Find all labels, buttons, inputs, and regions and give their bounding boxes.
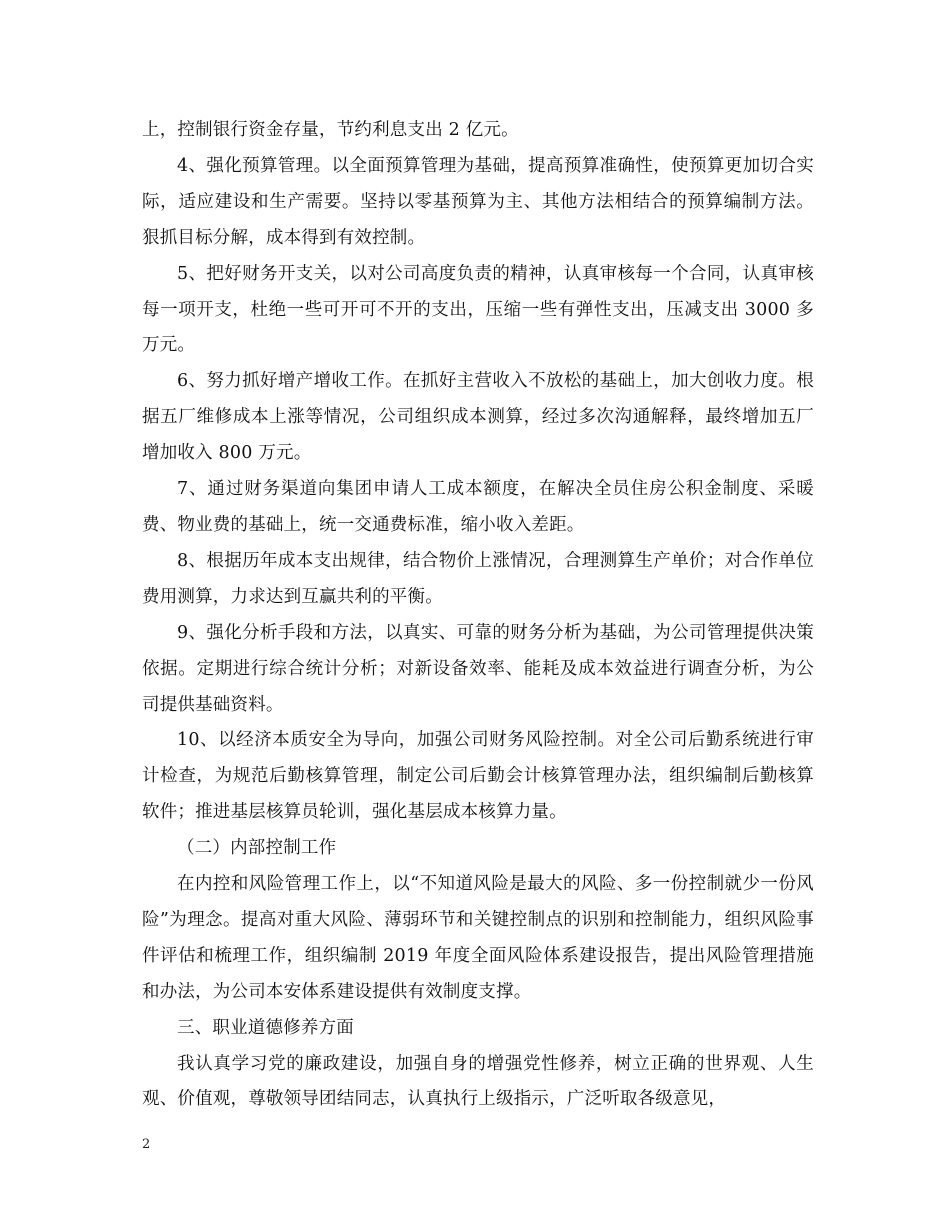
paragraph-item-9: 9、强化分析手段和方法，以真实、可靠的财务分析为基础，为公司管理提供决策依据。定期进行综合统计分析；对新设备效率、能耗及成本效益进行调查分析，为公司提供基础资料。 xyxy=(142,622,814,715)
paragraph-item-7: 7、通过财务渠道向集团申请人工成本额度，在解决全员住房公积金制度、采暖费、物业费的基础上，统一交通费标准，缩小收入差距。 xyxy=(142,479,814,535)
paragraph-item-5: 5、把好财务开支关，以对公司高度负责的精神，认真审核每一个合同，认真审核每一项开支，杜绝一些可开可不开的支出，压缩一些有弹性支出，压减支出 3000 多万元。 xyxy=(142,263,814,356)
section-heading-ethics: 三、职业道德修养方面 xyxy=(177,1017,354,1038)
paragraph-item-10: 10、以经济本质安全为导向，加强公司财务风险控制。对全公司后勤系统进行审计检查，为规范后勤核算管理，制定公司后勤会计核算管理办法，组织编制后勤核算软件；推进基层核算员轮训，强化基层成本核算力量。 xyxy=(142,730,814,823)
page-number: 2 xyxy=(142,1137,151,1152)
paragraph-item-8: 8、根据历年成本支出规律，结合物价上涨情况，合理测算生产单价；对合作单位费用测算，力求达到互赢共利的平衡。 xyxy=(142,550,814,607)
paragraph-item-4: 4、强化预算管理。以全面预算管理为基础，提高预算准确性，使预算更加切合实际，适应建设和生产需要。坚持以零基预算为主、其他方法相结合的预算编制方法。狠抓目标分解，成本得到有效控制。 xyxy=(142,155,814,248)
paragraph-ethics: 我认真学习党的廉政建设，加强自身的增强党性修养，树立正确的世界观、人生观、价值观，尊敬领导团结同志，认真执行上级指示，广泛听取各级意见， xyxy=(142,1053,814,1110)
document-body xyxy=(142,113,814,1118)
paragraph-internal-control: 在内控和风险管理工作上，以“不知道风险是最大的风险、多一份控制就少一份风险”为理念。提高对重大风险、薄弱环节和关键控制点的识别和控制能力，组织风险事件评估和梳理工作，组织编制 2019 年度全面风险体系建设报告，提出风险管理措施和办法，为公司本安体系建设提供有效制度支撑。 xyxy=(142,874,814,1002)
section-heading-internal-control: （二）内部控制工作 xyxy=(177,838,337,859)
paragraph-item-6: 6、努力抓好增产增收工作。在抓好主营收入不放松的基础上，加大创收力度。根据五厂维修成本上涨等情况，公司组织成本测算，经过多次沟通解释，最终增加五厂增加收入 800 万元。 xyxy=(142,371,814,464)
paragraph-continued: 上，控制银行资金存量，节约利息支出 2 亿元。 xyxy=(142,120,519,140)
